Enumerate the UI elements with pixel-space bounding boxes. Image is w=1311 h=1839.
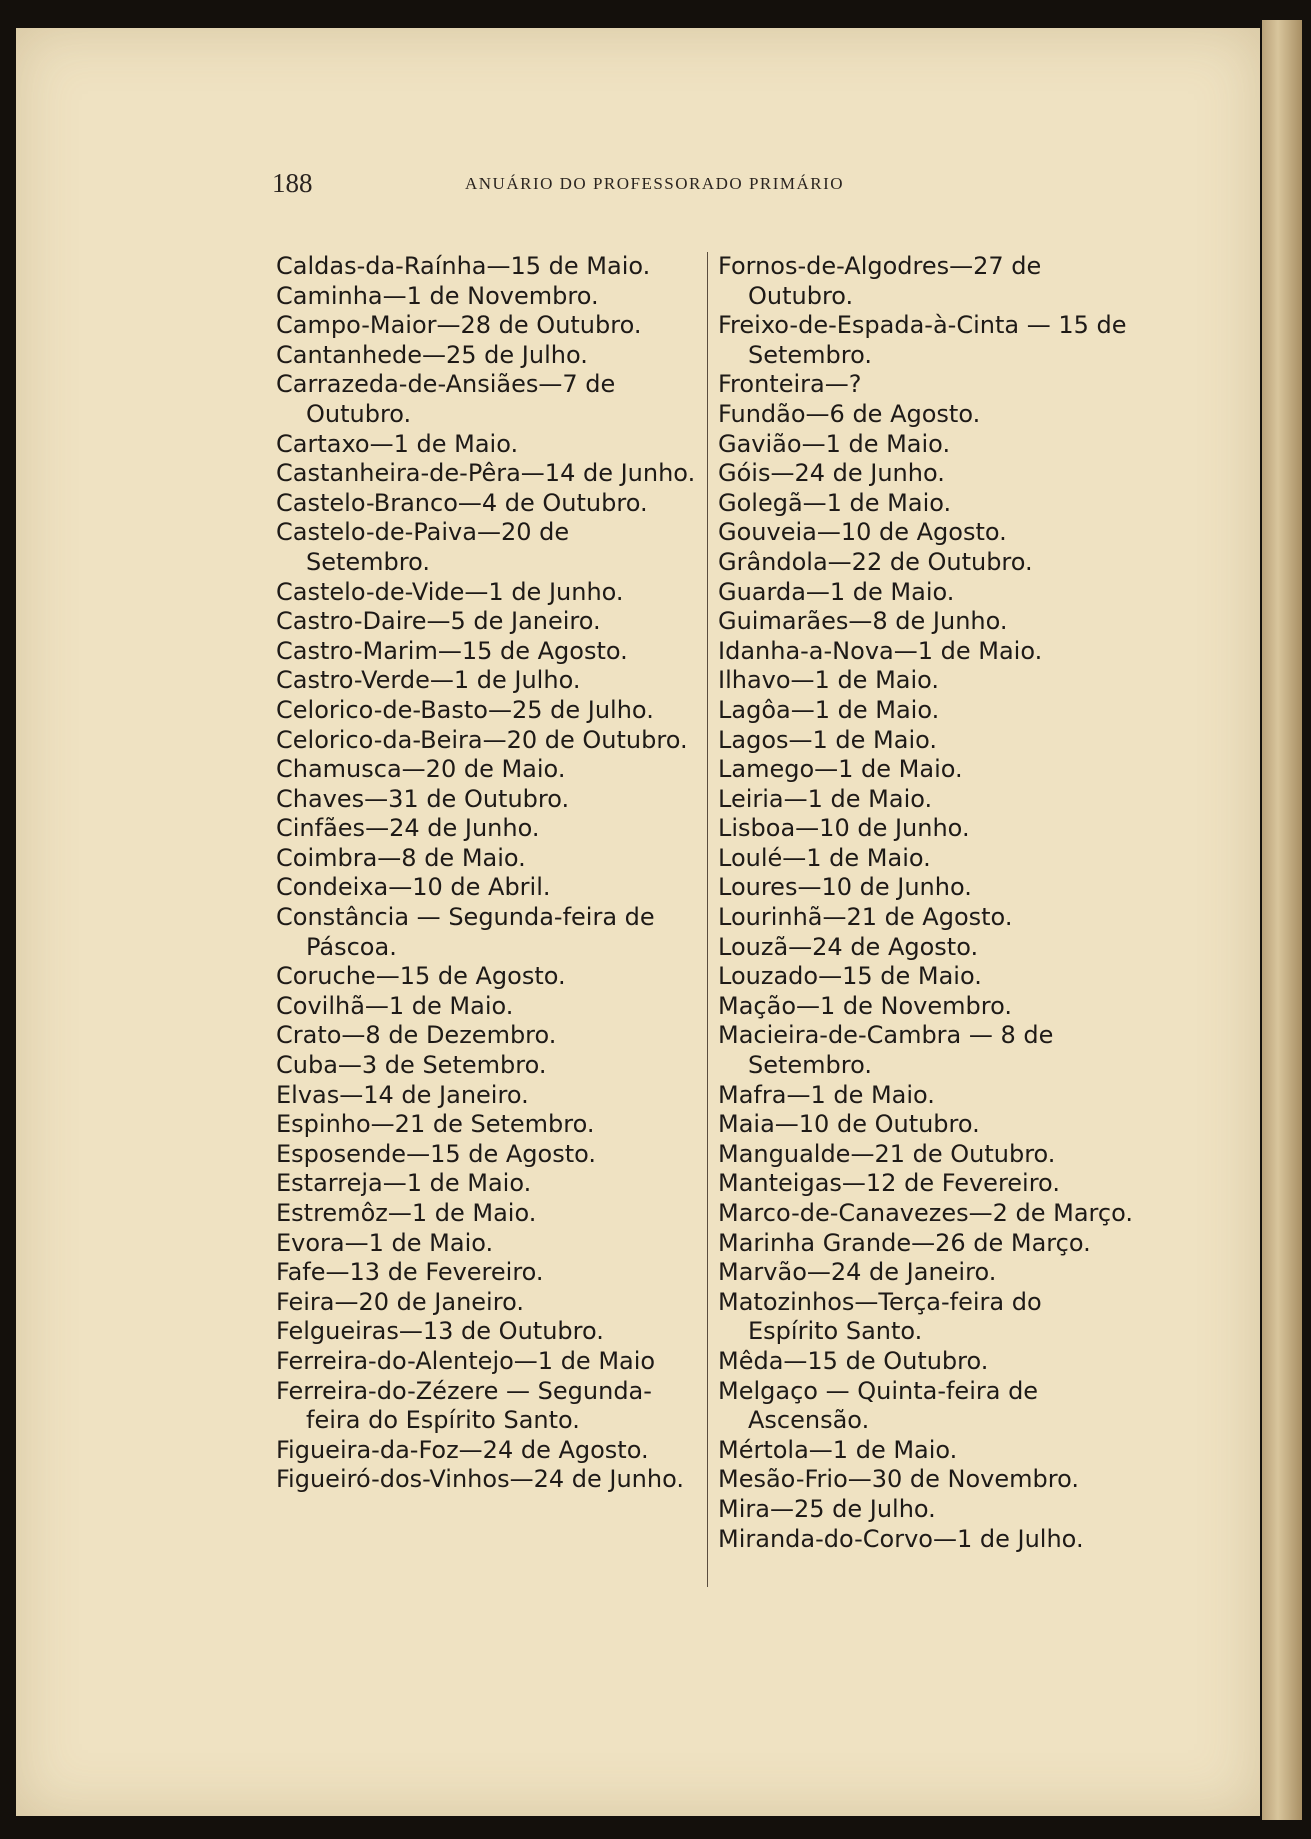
holiday-entry: Castanheira-de-Pêra—14 de Junho.	[276, 459, 696, 488]
holiday-entry: Fafe—13 de Fevereiro.	[276, 1258, 544, 1287]
holiday-entry: Miranda-do-Corvo—1 de Julho.	[718, 1524, 1084, 1553]
holiday-entry: Castro-Marim—15 de Agosto.	[276, 636, 628, 665]
holiday-entry: Celorico-de-Basto—25 de Julho.	[276, 695, 654, 724]
holiday-entry: Figueira-da-Foz—24 de Agosto.	[276, 1435, 649, 1464]
holiday-entry: Ilhavo—1 de Maio.	[718, 666, 940, 695]
holiday-entry: Idanha-a-Nova—1 de Maio.	[718, 636, 1043, 665]
holiday-entry: Ferreira-do-Zézere — Segunda-feira do Espírito Santo.	[276, 1376, 652, 1435]
holiday-entry: Lagos—1 de Maio.	[718, 725, 937, 754]
holiday-entry: Fundão—6 de Agosto.	[718, 399, 981, 428]
holiday-entry: Felgueiras—13 de Outubro.	[276, 1317, 604, 1346]
holiday-entry: Estarreja—1 de Maio.	[276, 1169, 532, 1198]
holiday-entry: Louzã—24 de Agosto.	[718, 932, 979, 961]
holiday-entry: Figueiró-dos-Vinhos—24 de Junho.	[276, 1465, 684, 1494]
holiday-entry: Carrazeda-de-Ansiães—7 de Outubro.	[276, 370, 616, 428]
holiday-entry: Lisboa—10 de Junho.	[718, 814, 970, 843]
holiday-entry: Guarda—1 de Maio.	[718, 577, 955, 606]
holiday-entry: Mação—1 de Novembro.	[718, 991, 1012, 1020]
holiday-entry: Mesão-Frio—30 de Novembro.	[718, 1465, 1079, 1494]
holiday-entry: Marvão—24 de Janeiro.	[718, 1258, 997, 1287]
page-number: 188	[272, 168, 313, 198]
holiday-entry: Lamego—1 de Maio.	[718, 755, 963, 784]
holiday-entry: Castro-Verde—1 de Julho.	[276, 666, 581, 695]
holiday-entry: Mangualde—21 de Outubro.	[718, 1139, 1056, 1168]
holiday-entry: Mira—25 de Julho.	[718, 1494, 936, 1523]
holiday-entry: Marinha Grande—26 de Março.	[718, 1228, 1091, 1257]
holiday-entry: Guimarães—8 de Junho.	[718, 607, 1008, 636]
holiday-entry: Castelo-de-Vide—1 de Junho.	[276, 577, 624, 606]
holiday-entry: Mértola—1 de Maio.	[718, 1435, 958, 1464]
holiday-entry: Golegã—1 de Maio.	[718, 488, 952, 517]
holiday-entry: Lourinhã—21 de Agosto.	[718, 903, 1013, 932]
holiday-entry: Macieira-de-Cambra — 8 de Setembro.	[718, 1021, 1054, 1080]
holiday-entry: Coimbra—8 de Maio.	[276, 843, 526, 872]
running-title: ANUÁRIO DO PROFESSORADO PRIMÁRIO	[465, 174, 845, 193]
holiday-entry: Ferreira-do-Alentejo—1 de Maio	[276, 1346, 656, 1375]
holiday-entry: Louzado—15 de Maio.	[718, 962, 982, 991]
holiday-entry: Elvas—14 de Janeiro.	[276, 1080, 529, 1109]
holiday-entry: Estremôz—1 de Maio.	[276, 1199, 537, 1227]
holiday-entry: Loures—10 de Junho.	[718, 873, 972, 902]
holiday-entry: Campo-Maior—28 de Outubro.	[276, 311, 642, 340]
holiday-entry: Góis—24 de Junho.	[718, 459, 945, 488]
holiday-entry: Caldas-da-Raínha—15 de Maio.	[276, 252, 651, 280]
holiday-entry: Cuba—3 de Setembro.	[276, 1051, 547, 1080]
holiday-entry: Freixo-de-Espada-à-Cinta — 15 de Setembro.	[718, 311, 1127, 369]
holiday-entry: Melgaço — Quinta-feira de Ascensão.	[718, 1376, 1039, 1435]
holiday-entry: Evora—1 de Maio.	[276, 1228, 494, 1257]
holiday-entry: Celorico-da-Beira—20 de Outubro.	[276, 725, 688, 754]
holiday-entry: Matozinhos—Terça-feira do Espírito Santo.	[718, 1287, 1042, 1346]
holiday-entry: Castelo-Branco—4 de Outubro.	[276, 488, 648, 517]
right-column-list	[718, 252, 1138, 1554]
holiday-entry: Chamusca—20 de Maio.	[276, 755, 566, 784]
holiday-entry: Constância — Segunda-feira de Páscoa.	[276, 903, 655, 961]
holiday-entry: Chaves—31 de Outubro.	[276, 784, 570, 813]
holiday-entry: Cinfães—24 de Junho.	[276, 814, 540, 843]
column-divider	[707, 252, 708, 1587]
holiday-entry: Loulé—1 de Maio.	[718, 843, 931, 872]
holiday-entry: Feira—20 de Janeiro.	[276, 1287, 524, 1316]
left-column-list	[276, 252, 696, 1495]
holiday-entry: Castro-Daire—5 de Janeiro.	[276, 607, 601, 636]
holiday-entry: Marco-de-Canavezes—2 de Março.	[718, 1199, 1133, 1227]
holiday-entry: Leiria—1 de Maio.	[718, 784, 933, 813]
holiday-entry: Coruche—15 de Agosto.	[276, 962, 566, 991]
holiday-entry: Lagôa—1 de Maio.	[718, 695, 940, 724]
holiday-entry: Mêda—15 de Outubro.	[718, 1346, 989, 1375]
holiday-entry: Fronteira—?	[718, 370, 862, 399]
holiday-entry: Covilhã—1 de Maio.	[276, 991, 514, 1020]
holiday-entry: Cantanhede—25 de Julho.	[276, 340, 588, 369]
holiday-entry: Fornos-de-Algodres—27 de Outubro.	[718, 252, 1042, 310]
adjacent-page-edge	[1262, 20, 1302, 1820]
holiday-entry: Manteigas—12 de Fevereiro.	[718, 1169, 1060, 1198]
holiday-entry: Cartaxo—1 de Maio.	[276, 429, 519, 458]
page-header	[272, 168, 962, 204]
holiday-entry: Grândola—22 de Outubro.	[718, 547, 1033, 576]
holiday-entry: Crato—8 de Dezembro.	[276, 1021, 557, 1050]
holiday-entry: Maia—10 de Outubro.	[718, 1110, 980, 1139]
holiday-entry: Gouveia—10 de Agosto.	[718, 518, 1007, 547]
holiday-entry: Espinho—21 de Setembro.	[276, 1110, 595, 1139]
holiday-entry: Esposende—15 de Agosto.	[276, 1139, 597, 1168]
holiday-entry: Castelo-de-Paiva—20 de Setembro.	[276, 518, 570, 576]
holiday-entry: Condeixa—10 de Abril.	[276, 873, 551, 902]
holiday-entry: Gavião—1 de Maio.	[718, 429, 951, 458]
holiday-entry: Caminha—1 de Novembro.	[276, 281, 599, 310]
holiday-entry: Mafra—1 de Maio.	[718, 1080, 935, 1109]
